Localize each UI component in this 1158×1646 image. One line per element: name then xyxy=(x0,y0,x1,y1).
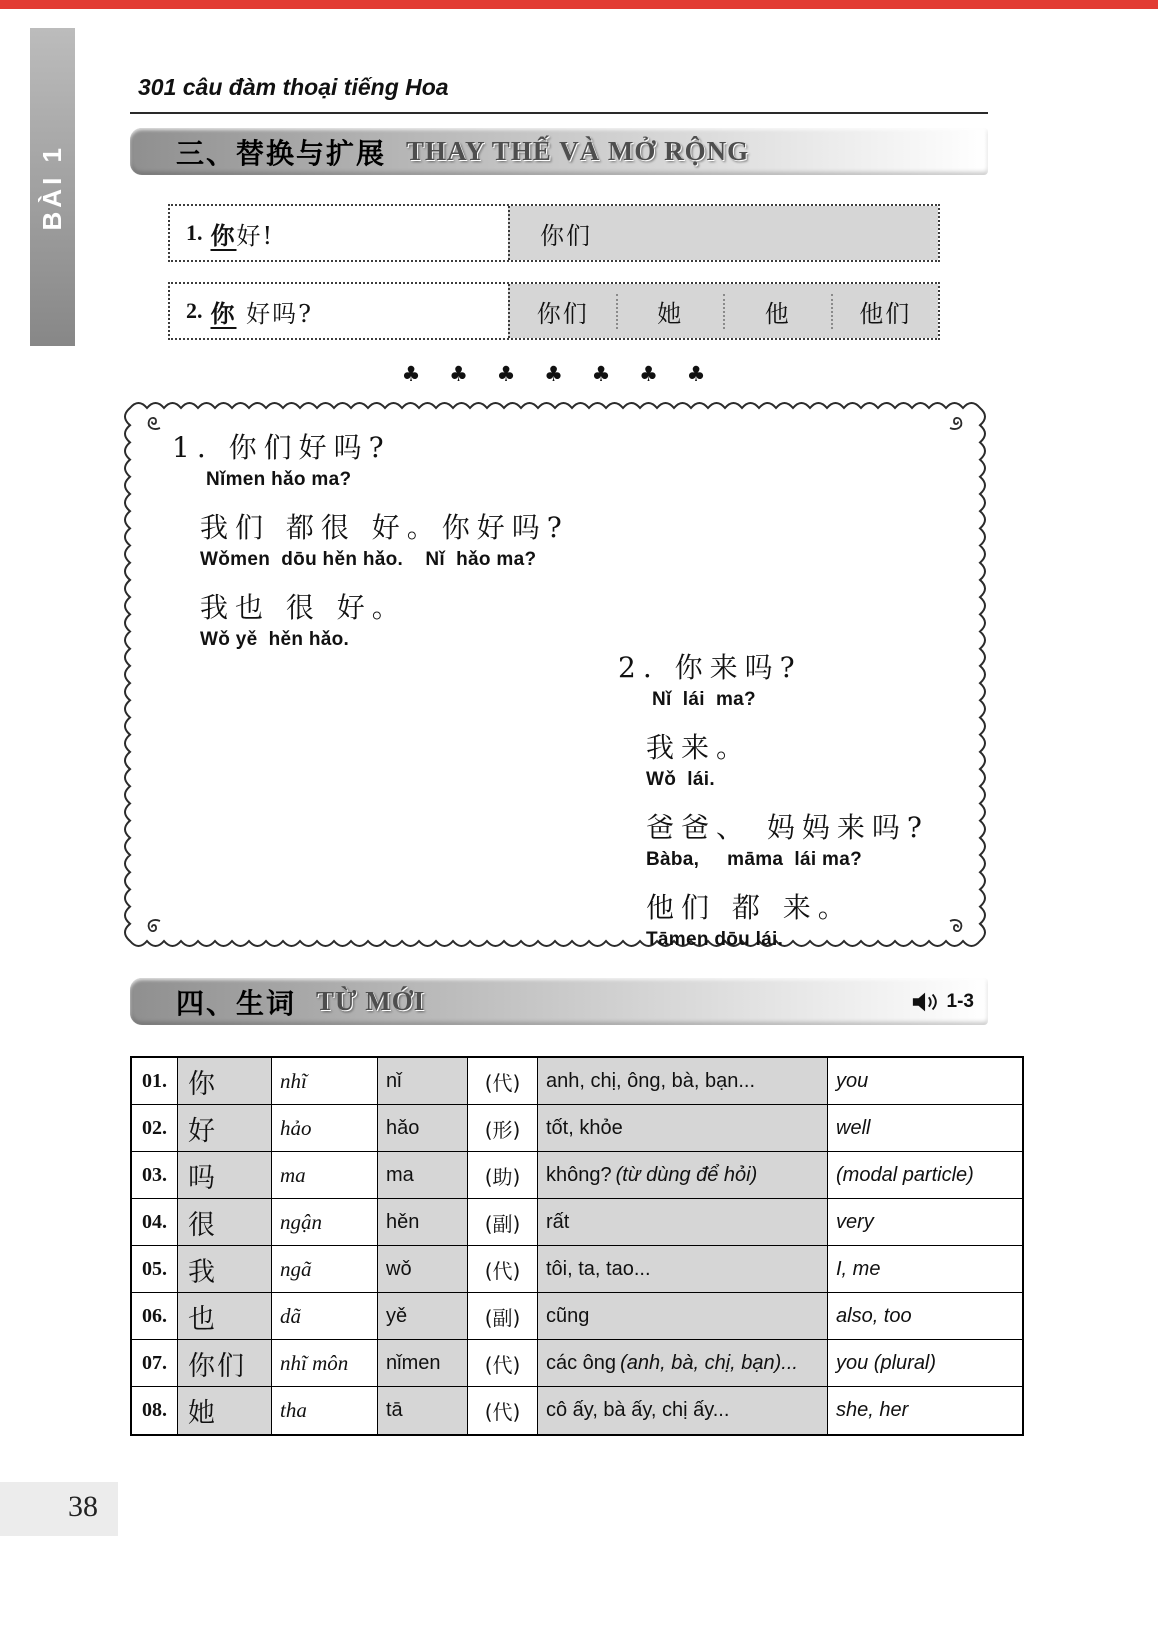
vocab-cell-english: well xyxy=(828,1105,1022,1152)
vocab-cell-hanzi: 我 xyxy=(178,1246,272,1293)
vi-note: (từ dùng để hỏi) xyxy=(615,1163,758,1186)
speaker-icon xyxy=(911,990,941,1014)
section-title-zh: 三、替换与扩展 xyxy=(176,137,387,169)
dialogue-pinyin: Nǐ lái ma? xyxy=(652,689,756,710)
vi-text: cô ấy, bà ấy, chị ấy... xyxy=(546,1399,730,1421)
vocab-cell-vietnamese xyxy=(538,1293,828,1340)
dialogue-pinyin: Wǒmen dōu hěn hǎo. Nǐ hǎo ma? xyxy=(200,549,537,570)
vocab-cell-english: also, too xyxy=(828,1293,1022,1340)
vocab-cell-hanviet: nhĩ xyxy=(272,1058,378,1105)
vi-note: (anh, bà, chị, bạn)... xyxy=(620,1351,798,1374)
vocab-cell-hanzi: 你们 xyxy=(178,1340,272,1387)
vocab-cell-number: 01. xyxy=(132,1058,178,1105)
vocab-cell-vietnamese xyxy=(538,1246,828,1293)
dialogue-zh: 我来。 xyxy=(646,731,752,764)
dialogue-zh: 我也 很 好。 xyxy=(200,591,407,624)
substitution-word: 他 xyxy=(723,294,831,329)
section-header-substitution xyxy=(130,128,988,175)
vocab-cell-pos: (副) xyxy=(468,1293,538,1340)
book-title: 301 câu đàm thoại tiếng Hoa xyxy=(138,74,449,100)
vocab-cell-hanviet: ngã xyxy=(272,1246,378,1293)
corner-ornament-icon xyxy=(950,418,961,429)
vocab-cell-vietnamese xyxy=(538,1105,828,1152)
dialogue-zh: 他们 都 来。 xyxy=(646,891,853,924)
dialogue-pinyin: Wǒ yě hěn hǎo. xyxy=(200,629,350,650)
dialogue-pinyin: Wǒ lái. xyxy=(646,769,715,790)
prompt-tail: 好! xyxy=(236,221,275,250)
vocab-cell-hanviet: hảo xyxy=(272,1105,378,1152)
vocab-cell-number: 06. xyxy=(132,1293,178,1340)
vocab-cell-hanzi: 也 xyxy=(178,1293,272,1340)
vocab-cell-pos: (代) xyxy=(468,1387,538,1434)
vocab-cell-pos: (助) xyxy=(468,1152,538,1199)
vocab-cell-number: 03. xyxy=(132,1152,178,1199)
corner-ornament-icon xyxy=(950,920,961,931)
vocab-cell-number: 02. xyxy=(132,1105,178,1152)
vocab-cell-pinyin: tā xyxy=(378,1387,468,1434)
top-red-bar xyxy=(0,0,1158,9)
vocab-cell-number: 04. xyxy=(132,1199,178,1246)
vocab-cell-pos: (代) xyxy=(468,1246,538,1293)
vocab-cell-number: 07. xyxy=(132,1340,178,1387)
vocab-cell-english: she, her xyxy=(836,1399,909,1421)
vi-text: tôi, ta, tao... xyxy=(546,1257,651,1280)
vocab-cell-vietnamese xyxy=(538,1058,828,1105)
substitution-prompt-1 xyxy=(170,206,508,260)
vi-text: rất xyxy=(546,1210,570,1233)
vocab-cell-hanzi: 很 xyxy=(178,1199,272,1246)
vocab-cell-english: very xyxy=(828,1199,1022,1246)
vi-text: tốt, khỏe xyxy=(546,1116,623,1139)
substitution-options-1 xyxy=(508,206,938,260)
vocab-cell-number: 05. xyxy=(132,1246,178,1293)
audio-group xyxy=(911,990,988,1014)
vi-text: anh, chị, ông, bà, bạn... xyxy=(546,1069,756,1092)
prompt-head-underlined: 你 xyxy=(210,298,237,328)
dialogue-zh: 1. 你们好吗? xyxy=(172,431,391,464)
clubs-divider: ♣ ♣ ♣ ♣ ♣ ♣ ♣ xyxy=(401,362,717,386)
vocab-cell-number: 08. xyxy=(132,1387,178,1434)
footer-strip xyxy=(0,1482,118,1536)
vocab-cell-pinyin: nǐ xyxy=(378,1058,468,1105)
vocab-cell-vietnamese xyxy=(538,1387,828,1434)
vi-text: không? xyxy=(546,1163,612,1186)
dialogue-panel xyxy=(124,402,986,950)
section-title-vi: THAY THẾ VÀ MỞ RỘNG xyxy=(406,136,750,166)
vocab-cell-hanzi: 吗 xyxy=(178,1152,272,1199)
vocab-cell-english: you xyxy=(828,1058,1022,1105)
substitution-row-1 xyxy=(168,204,940,262)
vocab-cell-hanzi: 好 xyxy=(178,1105,272,1152)
vocab-cell-vietnamese xyxy=(538,1199,828,1246)
vocab-cell-hanviet: tha xyxy=(272,1387,378,1434)
dialogue-block-1 xyxy=(172,426,569,666)
corner-ornament-icon xyxy=(149,418,160,429)
vocab-cell-pos: (形) xyxy=(468,1105,538,1152)
vocab-cell-pos: (副) xyxy=(468,1199,538,1246)
vocab-cell-pinyin: nǐmen xyxy=(378,1340,468,1387)
vocab-cell-pinyin: hěn xyxy=(378,1199,468,1246)
substitution-options-2 xyxy=(508,284,938,338)
vocab-cell-pinyin: ma xyxy=(378,1152,468,1199)
section-title-vi: TỪ MỚI xyxy=(316,986,426,1016)
dialogue-pinyin: Nǐmen hǎo ma? xyxy=(206,469,352,490)
vocab-cell-pinyin: yě xyxy=(378,1293,468,1340)
vocab-cell-vietnamese xyxy=(538,1340,828,1387)
item-number: 1. xyxy=(186,220,203,245)
audio-track-label: 1-3 xyxy=(946,990,974,1012)
vocab-cell-english: (modal particle) xyxy=(828,1152,1022,1199)
lesson-tab-label: BÀI 1 xyxy=(37,143,67,231)
vocab-cell-hanviet: ma xyxy=(272,1152,378,1199)
dialogue-zh: 我们 都很 好。你好吗? xyxy=(200,511,569,544)
substitution-prompt-2 xyxy=(170,284,508,338)
prompt-tail: 好吗? xyxy=(236,299,313,328)
vocab-cell-english: I, me xyxy=(828,1246,1022,1293)
substitution-word: 他们 xyxy=(831,294,939,329)
page-number: 38 xyxy=(68,1490,98,1523)
prompt-text xyxy=(211,216,275,251)
vi-text: cũng xyxy=(546,1304,590,1327)
prompt-text xyxy=(211,294,314,329)
lesson-tab xyxy=(30,28,75,346)
section-header-vocab xyxy=(130,978,988,1025)
substitution-word: 她 xyxy=(616,294,724,329)
vocab-cell-pinyin: hǎo xyxy=(378,1105,468,1152)
item-number: 2. xyxy=(186,298,203,323)
dialogue-zh: 爸爸、 妈妈来吗? xyxy=(646,811,929,844)
substitution-row-2 xyxy=(168,282,940,340)
substitution-word: 你们 xyxy=(540,221,592,250)
vocab-cell-english: you (plural) xyxy=(828,1340,1022,1387)
dialogue-block-2 xyxy=(618,646,929,966)
substitution-word: 你们 xyxy=(536,299,589,328)
vocab-cell-hanviet: dã xyxy=(272,1293,378,1340)
dialogue-pinyin: Tāmen dōu lái. xyxy=(646,929,784,950)
vocab-cell-vietnamese xyxy=(538,1152,828,1199)
header-rule xyxy=(130,112,988,114)
vi-text: các ông xyxy=(546,1351,617,1374)
vocab-cell-pinyin: wǒ xyxy=(378,1246,468,1293)
vocab-cell-pos: (代) xyxy=(468,1340,538,1387)
vocab-cell-hanzi: 她 xyxy=(178,1387,272,1434)
dialogue-zh: 2. 你来吗? xyxy=(618,651,802,684)
vocab-cell-hanviet: ngận xyxy=(272,1199,378,1246)
dialogue-pinyin: Bàba, māma lái ma? xyxy=(646,849,862,870)
vocab-cell-pos: (代) xyxy=(468,1058,538,1105)
vocab-cell-hanzi: 你 xyxy=(178,1058,272,1105)
corner-ornament-icon xyxy=(149,920,160,931)
section-title-zh: 四、生词 xyxy=(176,987,297,1019)
prompt-head-underlined: 你 xyxy=(210,220,237,250)
vocab-cell-hanviet: nhĩ môn xyxy=(272,1340,378,1387)
vocab-table xyxy=(130,1056,1024,1436)
